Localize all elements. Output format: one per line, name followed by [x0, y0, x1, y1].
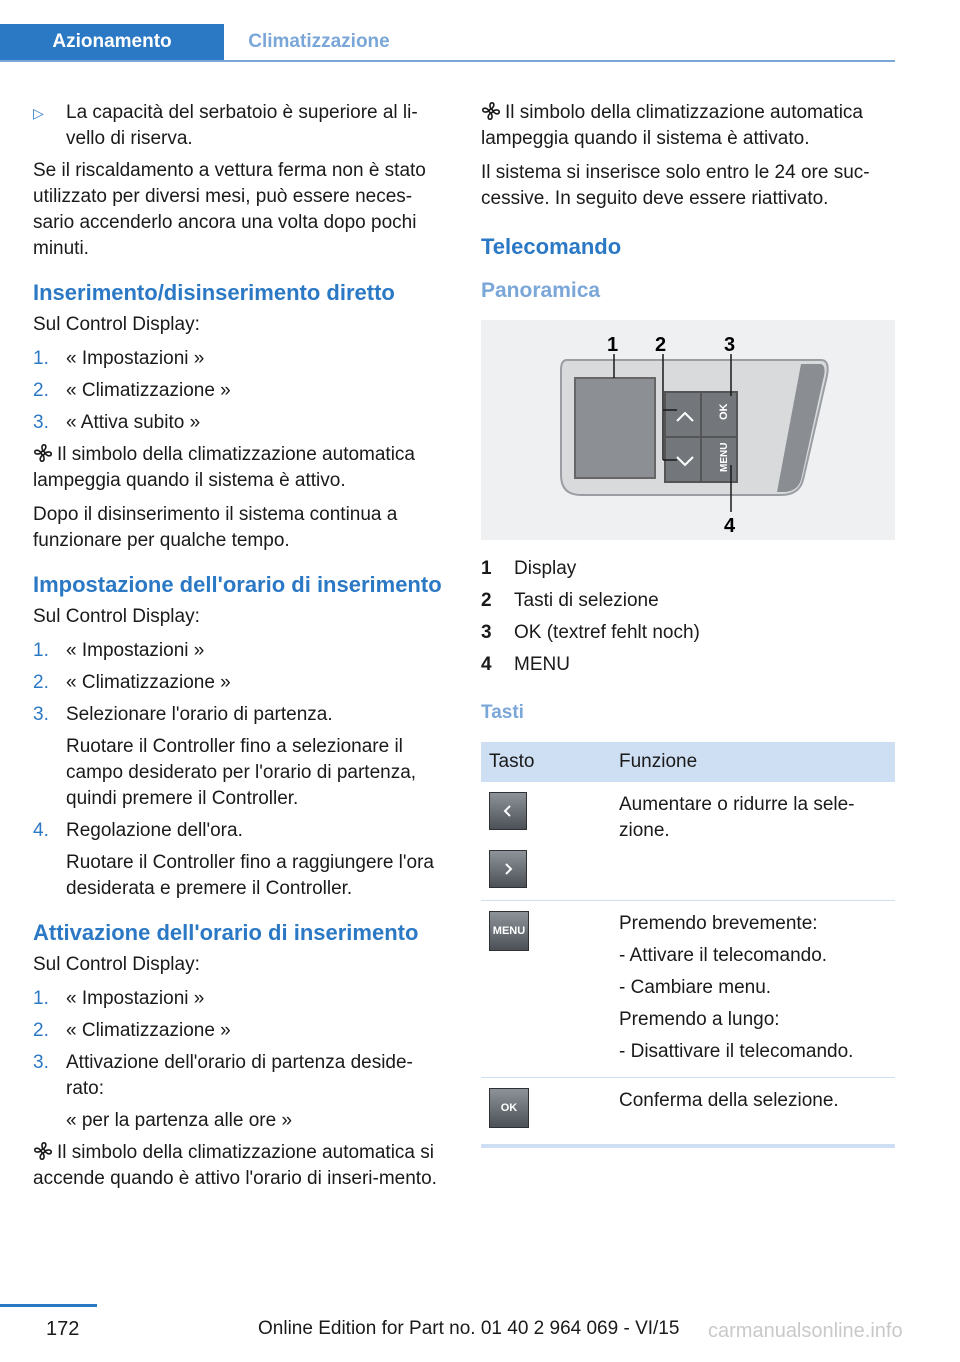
step-number: 3.: [33, 412, 49, 433]
step-number: 3.: [33, 704, 49, 725]
table-header-row: [481, 742, 895, 782]
list-item: [33, 346, 443, 372]
paragraph: Se il riscaldamento a vettura ferma non è stato utilizzato per diversi mesi, può essere neces-sario accenderlo ancora una volta dopo pochi minuti.: [33, 160, 426, 259]
watermark: carmanualsonline.info: [708, 1320, 903, 1342]
list-item: [33, 638, 443, 664]
section-heading-activation: Attivazione dell'orario di inserimento: [33, 920, 419, 945]
tab-azionamento[interactable]: Azionamento: [0, 24, 224, 60]
step-text: Selezionare l'orario di partenza.: [66, 704, 333, 725]
fan-icon: [33, 443, 53, 463]
list-item: [33, 1018, 443, 1044]
list-item: [33, 410, 443, 436]
step-number: 4.: [33, 820, 49, 841]
fan-icon: [33, 1141, 53, 1161]
note-text: [481, 100, 895, 152]
note-content: Il simbolo della climatizzazione automatica lampeggia quando il sistema è attivo.: [33, 444, 415, 491]
legend-number: 2: [481, 590, 492, 611]
chevron-left-icon: [489, 792, 527, 830]
step-number: 1.: [33, 640, 49, 661]
paragraph: Il sistema si inserisce solo entro le 24 ore suc-cessive. In seguito deve essere riattivato.: [481, 162, 870, 209]
list-item: [33, 378, 443, 404]
step-number: 2.: [33, 1020, 49, 1041]
step-detail: Ruotare il Controller fino a selezionare il campo desiderato per l'orario di partenza, quindi premere il Controller.: [66, 736, 417, 809]
legend-label: OK (textref fehlt noch): [514, 622, 700, 643]
intro-text: Sul Control Display:: [33, 314, 200, 335]
function-line: - Disattivare il telecomando.: [619, 1041, 854, 1062]
key-cell: [481, 1078, 611, 1147]
column-header-key: Tasto: [481, 742, 611, 782]
figure-callout-1: 1: [607, 334, 619, 356]
function-cell: [611, 901, 895, 1078]
function-line: Premendo a lungo:: [619, 1009, 780, 1030]
note-content: Il simbolo della climatizzazione automatica lampeggia quando il sistema è attivato.: [481, 102, 863, 149]
section-heading-time: Impostazione dell'orario di inserimento: [33, 572, 442, 597]
step-text: « Climatizzazione »: [66, 672, 231, 693]
note-text: [33, 1140, 443, 1192]
legend-item: [481, 588, 895, 614]
legend-number: 3: [481, 622, 492, 643]
ok-button-icon: OK: [489, 1088, 529, 1128]
step-detail: « per la partenza alle ore »: [66, 1110, 293, 1131]
function-line: Premendo brevemente:: [619, 913, 818, 934]
page-number: 172: [46, 1318, 80, 1340]
subsection-heading-keys: Tasti: [481, 702, 524, 723]
key-cell: [481, 901, 611, 1078]
legend-number: 4: [481, 654, 492, 675]
figure-ok-label: OK: [718, 403, 730, 420]
remote-key-figure: [481, 320, 895, 540]
legend-label: Tasti di selezione: [514, 590, 659, 611]
note-text: [33, 442, 443, 494]
step-text: Regolazione dell'ora.: [66, 820, 243, 841]
figure-callout-3: 3: [724, 334, 736, 356]
list-item: [33, 818, 443, 844]
tab-climatizzazione[interactable]: Climatizzazione: [248, 31, 390, 52]
left-column: [33, 100, 443, 1200]
section-heading-direct: Inserimento/disinserimento diretto: [33, 280, 395, 305]
step-text: « Impostazioni »: [66, 348, 205, 369]
step-text: « Impostazioni »: [66, 640, 205, 661]
legend-label: MENU: [514, 654, 570, 675]
step-text: « Impostazioni »: [66, 988, 205, 1009]
step-detail: Ruotare il Controller fino a raggiungere l'ora desiderata e premere il Controller.: [66, 852, 434, 899]
fan-icon: [481, 101, 501, 121]
bullet-text: La capacità del serbatoio è superiore al li-vello di riserva.: [66, 102, 418, 149]
step-number: 1.: [33, 348, 49, 369]
table-row: [481, 901, 895, 1078]
list-item: [33, 670, 443, 696]
edition-text: Online Edition for Part no. 01 40 2 964 069 - VI/15: [258, 1318, 680, 1339]
table-row: [481, 782, 895, 901]
step-number: 2.: [33, 672, 49, 693]
table-row: [481, 1078, 895, 1147]
header-tabs: [0, 0, 895, 62]
step-number: 2.: [33, 380, 49, 401]
right-column: [481, 100, 895, 1148]
header-divider: [0, 60, 895, 62]
function-cell: Conferma della selezione.: [611, 1078, 895, 1147]
step-number: 3.: [33, 1052, 49, 1073]
column-header-function: Funzione: [611, 742, 895, 782]
legend-item: [481, 620, 895, 646]
subsection-heading-overview: Panoramica: [481, 279, 601, 302]
key-cell: [481, 782, 611, 901]
chevron-right-icon: [489, 850, 527, 888]
legend-label: Display: [514, 558, 577, 579]
function-line: - Cambiare menu.: [619, 977, 772, 998]
section-heading-remote: Telecomando: [481, 234, 622, 259]
figure-callout-2: 2: [655, 334, 667, 356]
legend-item: [481, 556, 895, 582]
figure-callout-4: 4: [724, 515, 736, 537]
legend-number: 1: [481, 558, 492, 579]
keys-table: [481, 742, 895, 1148]
triangle-right-icon: ▷: [33, 105, 44, 121]
step-text: « Climatizzazione »: [66, 1020, 231, 1041]
step-text: Attivazione dell'orario di partenza deside-rato:: [66, 1052, 413, 1099]
legend-item: [481, 652, 895, 678]
function-line: - Attivare il telecomando.: [619, 945, 828, 966]
list-item: [33, 986, 443, 1012]
function-cell: Aumentare o ridurre la sele-zione.: [611, 782, 895, 901]
step-number: 1.: [33, 988, 49, 1009]
bullet-item: [33, 100, 443, 152]
list-item: [33, 1050, 443, 1102]
step-text: « Attiva subito »: [66, 412, 201, 433]
step-text: « Climatizzazione »: [66, 380, 231, 401]
note-content: Il simbolo della climatizzazione automatica si accende quando è attivo l'orario di inseri-mento.: [33, 1142, 437, 1189]
intro-text: Sul Control Display:: [33, 606, 200, 627]
figure-menu-label: MENU: [719, 442, 730, 472]
intro-text: Sul Control Display:: [33, 954, 200, 975]
menu-button-icon: MENU: [489, 911, 529, 951]
remote-control-illustration: [481, 320, 895, 540]
footer-divider: [0, 1304, 97, 1307]
list-item: [33, 702, 443, 728]
paragraph: Dopo il disinserimento il sistema continua a funzionare per qualche tempo.: [33, 504, 398, 551]
